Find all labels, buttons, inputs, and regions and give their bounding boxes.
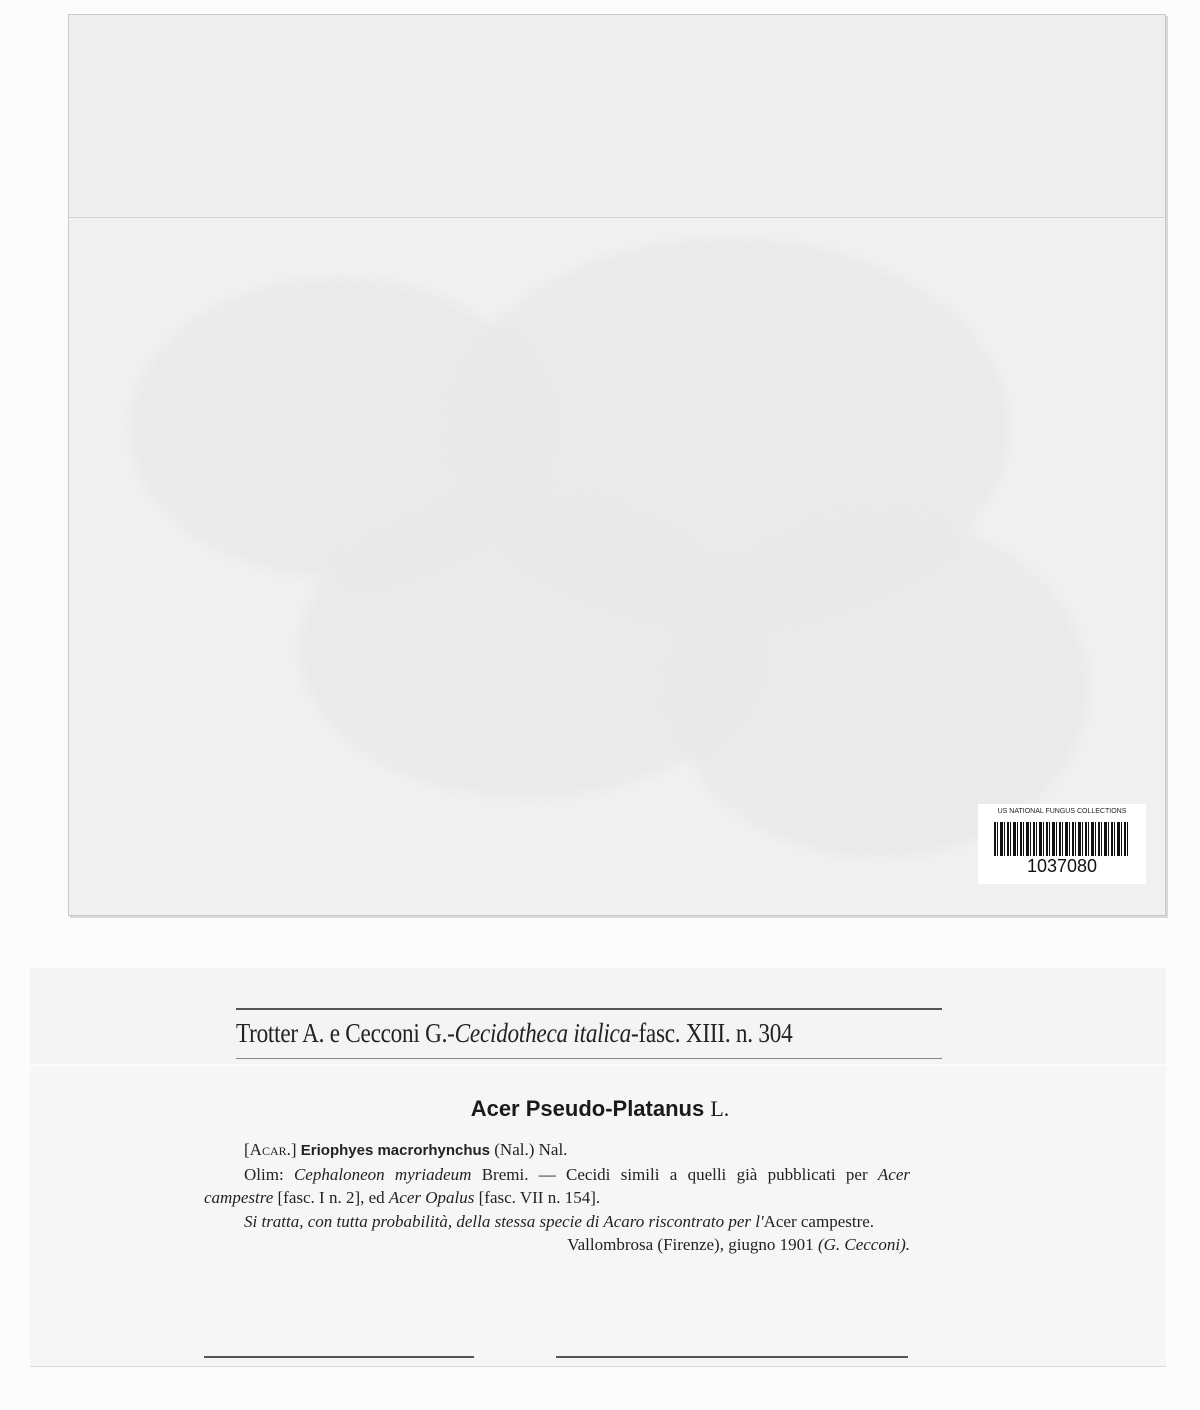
series-authors: Trotter A. e Cecconi G.- — [236, 1018, 455, 1048]
barcode-icon — [994, 822, 1130, 856]
series-title: Cecidotheca italica — [454, 1018, 631, 1048]
collection-name: US NATIONAL FUNGUS COLLECTIONS — [997, 808, 1127, 815]
ref2-host: Acer Opalus — [388, 1188, 475, 1207]
note-paragraph — [204, 1210, 910, 1234]
olim-author: Bremi. — Cecidi simili a quelli già pubblicati per — [481, 1164, 868, 1184]
packet-flap — [69, 15, 1165, 218]
olim-prefix: Olim: — [244, 1164, 284, 1184]
accession-number: 1037080 — [1026, 856, 1098, 876]
host-author: L. — [710, 1096, 730, 1121]
host-name-line — [0, 1096, 1200, 1122]
rule-bottom-left — [204, 1356, 474, 1358]
specimen-packet — [68, 14, 1166, 916]
rule-bottom-right — [556, 1356, 908, 1358]
barcode-label — [978, 804, 1146, 884]
rule-under-series — [236, 1058, 942, 1059]
note-host: Acer campestre. — [763, 1211, 875, 1231]
organism-author: (Nal.) Nal. — [494, 1140, 568, 1159]
ref2: [fasc. VII n. 154]. — [478, 1188, 601, 1207]
olim-name: Cephaloneon myriadeum — [293, 1164, 472, 1184]
label-header-strip — [30, 968, 1166, 1064]
label-text — [204, 1138, 910, 1257]
collector: (G. Cecconi). — [817, 1235, 910, 1254]
ref1-host: Acer campestre — [204, 1164, 911, 1207]
olim-paragraph — [204, 1163, 910, 1210]
rule-top — [236, 1008, 942, 1010]
host-name: Acer Pseudo-Platanus — [470, 1096, 705, 1121]
series-fascicle: -fasc. XIII. n. 304 — [630, 1018, 793, 1048]
note-text: Si tratta, con tutta probabilità, della stessa specie di Acaro riscontrato per l' — [244, 1211, 764, 1231]
group: [Acar.] — [244, 1140, 297, 1159]
series-title-line — [236, 1018, 847, 1049]
organism-line — [204, 1138, 910, 1163]
locality-line — [204, 1233, 910, 1257]
locality-date: Vallombrosa (Firenze), giugno 1901 — [567, 1235, 814, 1254]
organism-name: Eriophyes macrorhynchus — [300, 1142, 491, 1159]
ref1: [fasc. I n. 2], ed — [277, 1188, 385, 1207]
